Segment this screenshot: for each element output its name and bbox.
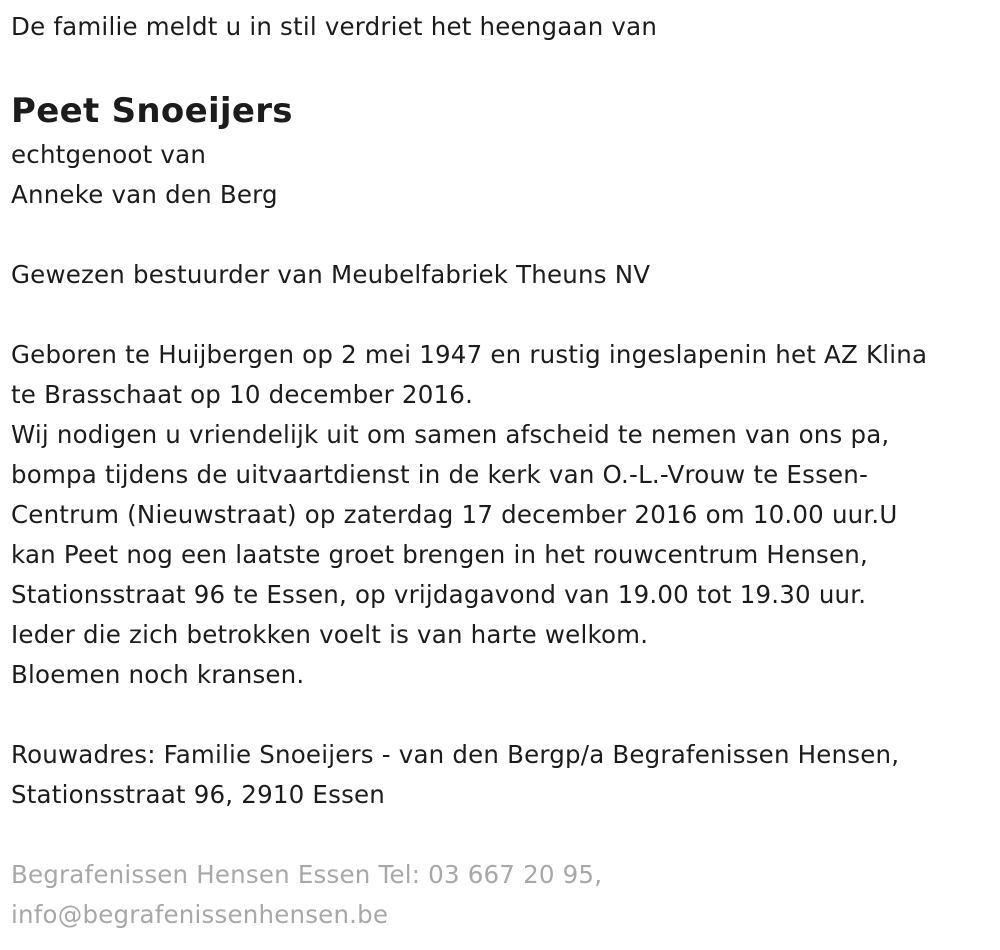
- obituary-notice: [11, 7, 991, 935]
- body-line: Stationsstraat 96 te Essen, op vrijdagavond van 19.00 tot 19.30 uur.: [11, 580, 867, 609]
- body-line: kan Peet nog een laatste groet brengen in het rouwcentrum Hensen,: [11, 540, 869, 569]
- address-line: Stationsstraat 96, 2910 Essen: [11, 780, 386, 809]
- contact-phone: Begrafenissen Hensen Essen Tel: 03 667 20 95,: [11, 860, 603, 889]
- intro-text: De familie meldt u in stil verdriet het heengaan van: [11, 12, 658, 41]
- funeral-home-contact: [11, 855, 991, 935]
- body-line: Bloemen noch kransen.: [11, 660, 305, 689]
- body-line: te Brasschaat op 10 december 2016.: [11, 380, 474, 409]
- mourning-address: [11, 735, 991, 815]
- body-line: Ieder die zich betrokken voelt is van harte welkom.: [11, 620, 649, 649]
- body-line: bompa tijdens de uitvaartdienst in de kerk van O.-L.-Vrouw te Essen-: [11, 460, 869, 489]
- body-line: Geboren te Huijbergen op 2 mei 1947 en rustig ingeslapenin het AZ Klina: [11, 340, 928, 369]
- spacer: [11, 47, 991, 87]
- former-position: Gewezen bestuurder van Meubelfabriek Theuns NV: [11, 260, 651, 289]
- spacer: [11, 215, 991, 255]
- body-line: Wij nodigen u vriendelijk uit om samen afscheid te nemen van ons pa,: [11, 420, 890, 449]
- body-line: Centrum (Nieuwstraat) op zaterdag 17 december 2016 om 10.00 uur.U: [11, 500, 898, 529]
- address-line: Rouwadres: Familie Snoeijers - van den Bergp/a Begrafenissen Hensen,: [11, 740, 900, 769]
- spacer: [11, 815, 991, 855]
- announcement-body: [11, 335, 991, 695]
- relation-label: echtgenoot van: [11, 140, 207, 169]
- deceased-name: Peet Snoeijers: [11, 91, 293, 131]
- spouse-name: Anneke van den Berg: [11, 180, 278, 209]
- contact-email: info@begrafenissenhensen.be: [11, 900, 389, 929]
- spacer: [11, 695, 991, 735]
- spacer: [11, 295, 991, 335]
